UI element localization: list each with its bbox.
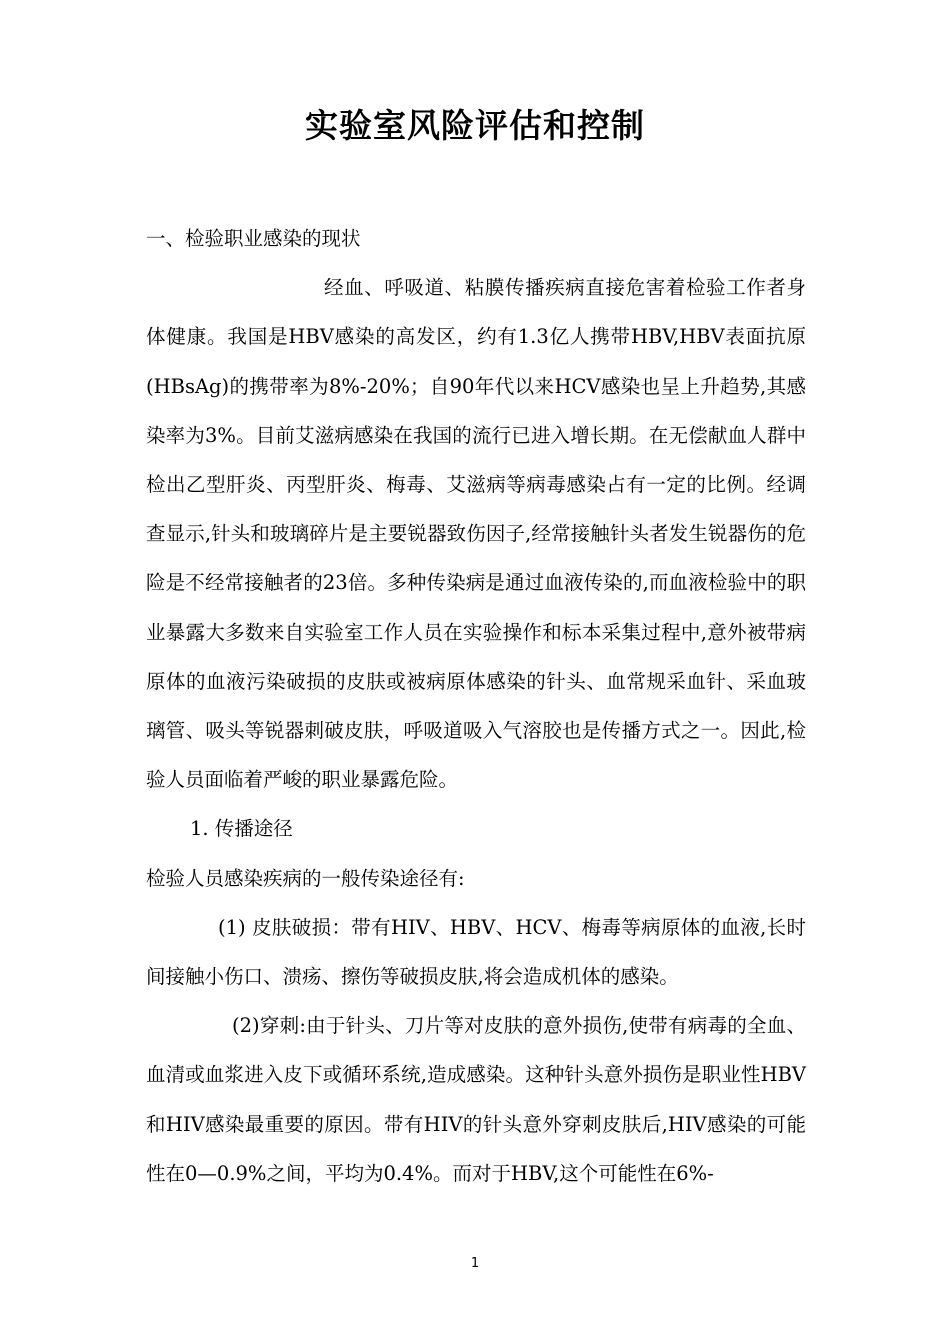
intro-paragraph: 经血、呼吸道、粘膜传播疾病直接危害着检验工作者身体健康。我国是HBV感染的高发区，约有1.3亿人携带HBV,HBV表面抗原(HBsAg)的携带率为8%-20%；自90年代以来HCV感染也呈上升趋势,其感染率为3%。目前艾滋病感染在我国的流行已进入增长期。在无偿献血人群中检出乙型肝炎、丙型肝炎、梅毒、艾滋病等病毒感染占有一定的比例。经调查显示,针头和玻璃碎片是主要锐器致伤因子,经常接触针头者发生锐器伤的危险是不经常接触者的23倍。多种传染病是通过血液传染的,而血液检验中的职业暴露大多数来自实验室工作人员在实验操作和标本采集过程中,意外被带病原体的血液污染破损的皮肤或被病原体感染的针头、血常规采血针、采血玻璃管、吸头等锐器刺破皮肤，呼吸道吸入气溶胶也是传播方式之一。因此,检验人员面临着严峻的职业暴露危险。 <box>146 276 806 792</box>
list-item-skin-damage: (1) 皮肤破损：带有HIV、HBV、HCV、梅毒等病原体的血液,长时间接触小伤口、溃疡、擦伤等破损皮肤,将会造成机体的感染。 <box>146 915 806 989</box>
document-title: 实验室风险评估和控制 <box>305 106 645 145</box>
subsection-lead: 检验人员感染疾病的一般传染途径有: <box>146 866 465 890</box>
list-item-puncture: (2)穿刺:由于针头、刀片等对皮肤的意外损伤,使带有病毒的全血、血清或血浆进入皮下或循环系统,造成感染。这种针头意外损伤是职业性HBV和HIV感染最重要的原因。带有HIV的针头意外穿刺皮肤后,HIV感染的可能性在0—0.9%之间，平均为0.4%。而对于HBV,这个可能性在6%- <box>146 1014 806 1185</box>
page-number: 1 <box>470 1256 480 1271</box>
document-body <box>146 214 806 1198</box>
subsection-heading: 1. 传播途径 <box>190 817 293 841</box>
section-heading: 一、检验职业感染的现状 <box>146 227 361 250</box>
